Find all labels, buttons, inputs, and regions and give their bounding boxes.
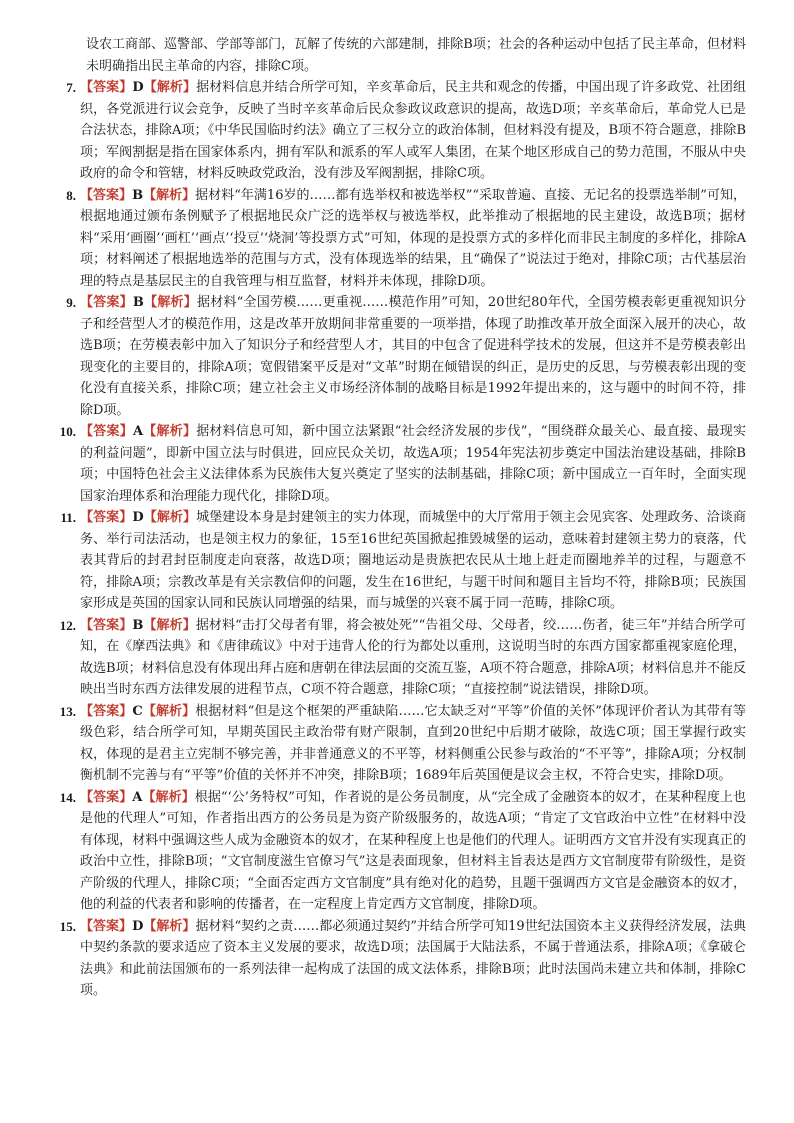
answer-list — [56, 77, 746, 1002]
answer-item — [56, 292, 746, 421]
analysis-label: 【解析】 — [143, 510, 197, 525]
answer-label: 【答案】 — [80, 918, 133, 934]
answer-body — [80, 916, 746, 1002]
analysis-text: 据材料“契约之责……都必须通过契约”并结合所学可知19世纪法国资本主义获得经济发展，法典中契约条款的要求适应了资本主义发展的要求，故选D项；法国属于大陆法系，不属于普通法系，排除A项；《拿破仑法典》和此前法国颁布的一系列法律一起构成了法国的成文法体系，排除B项；此时法国尚未建立共和体制，排除C项。 — [80, 918, 746, 998]
question-number: 14. — [59, 789, 76, 805]
answer-letter: D — [132, 80, 144, 95]
answer-letter: A — [132, 424, 144, 439]
answer-body — [80, 421, 746, 507]
answer-letter: A — [132, 789, 143, 805]
answer-body — [80, 292, 746, 421]
answer-label: 【答案】 — [80, 510, 133, 525]
answer-item — [56, 185, 746, 293]
analysis-label: 【解析】 — [143, 918, 196, 934]
analysis-label: 【解析】 — [143, 80, 197, 95]
analysis-label: 【解析】 — [143, 295, 197, 310]
answer-letter: C — [132, 703, 143, 719]
answer-label: 【答案】 — [80, 295, 133, 310]
question-number: 12. — [59, 617, 76, 633]
answer-letter: B — [132, 295, 144, 310]
answer-letter: B — [132, 187, 144, 203]
analysis-label: 【解析】 — [143, 617, 196, 633]
answer-body — [80, 615, 746, 701]
question-number: 13. — [59, 703, 76, 719]
answer-body — [80, 507, 746, 615]
question-number: 15. — [59, 918, 76, 934]
analysis-text: 据材料信息并结合所学可知，辛亥革命后，民主共和观念的传播，中国出现了许多政党、社团组织，各党派进行议会竞争，反映了当时辛亥革命后民众参政议政意识的提高，故选D项；辛亥革命后，革命党人已是合法状态，排除A项；《中华民国临时约法》确立了三权分立的政治体制，但材料没有提及，B项不符合题意，排除B项；军阀割据是指在国家体系内，拥有军队和派系的军人或军人集团，在某个地区形成自己的势力范围，不服从中央政府的命令和管辖，材料反映政党政治，没有涉及军阀割据，排除C项。 — [80, 80, 746, 181]
analysis-text: 根据“‘公’务特权”可知，作者说的是公务员制度，从“完全成了金融资本的奴才，在某种程度上也是他的代理人”可知，作者指出西方的公务员是为资产阶级服务的，故选A项；“肯定了文官政治中立性”在材料中没有体现，材料中强调这些人成为金融资本的奴才，在某种程度上也是他们的代理人。证明西方文官并没有实现真正的政治中立性，排除B项；“文官制度滋生官僚习气”这是表面现象，但材料主旨表达是西方文官制度带有阶级性，是资产阶级的代理人，排除C项；“全面否定西方文官制度”具有绝对化的趋势，且题干强调西方文官是金融资本的奴才，他的利益的代表者和影响的传播者，在一定程度上肯定西方文官制度，排除D项。 — [80, 789, 746, 912]
analysis-label: 【解析】 — [142, 703, 196, 719]
question-number: 8. — [66, 187, 76, 203]
answer-letter: D — [132, 510, 144, 525]
answer-body — [80, 185, 746, 293]
answer-label: 【答案】 — [80, 617, 133, 633]
answer-item — [56, 916, 746, 1002]
answer-label: 【答案】 — [80, 424, 133, 439]
analysis-text: 据材料“全国劳模……更重视……模范作用”可知，20世纪80年代，全国劳模表彰更重视知识分子和经营型人才的模范作用，这是改革开放期间非常重要的一项举措，体现了助推改革开放全面深入展开的决心，故选B项；在劳模表彰中加入了知识分子和经营型人才，其目的中包含了促进科学技术的发展，但这并不是劳模表彰出现变化的主要目的，排除A项；宽假错案平反是对“文革”时期在倾错误的纠正，是历史的反思，与劳模表彰出现的变化没有直接关系，排除C项；建立社会主义市场经济体制的战略目标是1992年提出来的，这与题中的时间不符，排除D项。 — [80, 295, 746, 418]
analysis-text: 城堡建设本身是封建领主的实力体现，而城堡中的大厅常用于领主会见宾客、处理政务、洽谈商务、举行司法活动，也是领主权力的象征，15至16世纪英国掀起推毁城堡的运动，意味着封建领主势力的衰落，代表其背后的封君封臣制度走向衰落，故选D项；圈地运动是贵族把农民从土地上赶走而圈地养羊的过程，与题意不符，排除A项；宗教改革是有关宗教信仰的问题，发生在16世纪，与题干时间和题目主旨均不符，排除B项；民族国家形成是英国的国家认同和民族认同增强的结果，而与城堡的兴衰不属于同一范畴，排除C项。 — [80, 510, 746, 611]
answer-item — [56, 507, 746, 615]
analysis-text: 根据材料“但是这个框架的严重缺陷……它太缺乏对“平等”价值的关怀”体现评价者认为其带有等级色彩，结合所学可知，早期英国民主政治带有财产限制，直到20世纪中后期才破除，故选C项；国王掌握行政实权，体现的是君主立宪制不够完善，并非普通意义的不平等，材料侧重公民参与政治的“不平等”，排除A项；分权制衡机制不完善与有“平等”价值的关怀并不冲突，排除B项；1689年后英国便是议会主权，不符合史实，排除D项。 — [80, 703, 746, 783]
answer-label: 【答案】 — [80, 703, 133, 719]
answer-item — [56, 701, 746, 787]
answer-item — [56, 421, 746, 507]
continuation-paragraph: 设农工商部、巡警部、学部等部门，瓦解了传统的六部建制，排除B项；社会的各种运动中包括了民主革命，但材料未明确指出民主革命的内容，排除C项。 — [86, 37, 746, 74]
answer-item — [56, 615, 746, 701]
analysis-label: 【解析】 — [143, 424, 197, 439]
answer-body — [80, 701, 746, 787]
answer-item — [56, 787, 746, 916]
analysis-text: 据材料“击打父母者有罪，将会被处死”“告祖父母、父母者，绞……伤者，徒三年”并结合所学可知，在《摩西法典》和《唐律疏议》中对于违背人伦的行为都处以重刑，这说明当时的东西方国家都重视家庭伦理，故选B项；材料信息没有体现出拜占庭和唐朝在律法层面的交流互鉴，A项不符合题意，排除A项；材料信息并不能反映出当时东西方法律发展的进程节点，C项不符合题意，排除C项；“直接控制”说法错误，排除D项。 — [80, 617, 746, 697]
question-number: 7. — [66, 80, 76, 95]
answer-letter: D — [132, 918, 144, 934]
answer-item — [56, 77, 746, 185]
analysis-label: 【解析】 — [143, 187, 196, 203]
question-number: 9. — [66, 295, 76, 310]
answer-label: 【答案】 — [80, 80, 133, 95]
analysis-text: 据材料“年满16岁的……都有选举权和被选举权”“采取普遍、直接、无记名的投票选举制”可知，根据地通过颁布条例赋予了根据地民众广泛的选举权与被选举权，此举推动了根据地的民主建设，故选B项；据材料“采用‘画圈’‘画杠’‘画点’‘投豆’‘烧洞’等投票方式”可知，体现的是投票方式的多样化而非民主制度的多样化，排除A项；材料阐述了根据地选举的范围与方式，没有体现选举的结果，且“确保了”说法过于绝对，排除C项；古代基层治理的特点是基层民主的自我管理与相互监督，材料并未体现，排除D项。 — [80, 187, 746, 289]
analysis-label: 【解析】 — [142, 789, 195, 805]
answer-letter: B — [132, 617, 144, 633]
analysis-text: 据材料信息可知，新中国立法紧跟“社会经济发展的步伐”，“围绕群众最关心、最直接、最现实的利益问题”，即新中国立法与时俱进，回应民众关切，故选A项；1954年宪法初步奠定中国法治建设基础，排除B项；中国特色社会主义法律体系为民族伟大复兴奠定了坚实的法制基础，排除C项；新中国成立一百年时，全面实现国家治理体系和治理能力现代化，排除D项。 — [80, 424, 746, 504]
question-number: 11. — [60, 510, 76, 525]
answer-body — [80, 787, 746, 916]
answer-label: 【答案】 — [80, 789, 133, 805]
question-number: 10. — [59, 424, 76, 439]
answer-label: 【答案】 — [80, 187, 133, 203]
answer-body — [80, 77, 746, 185]
